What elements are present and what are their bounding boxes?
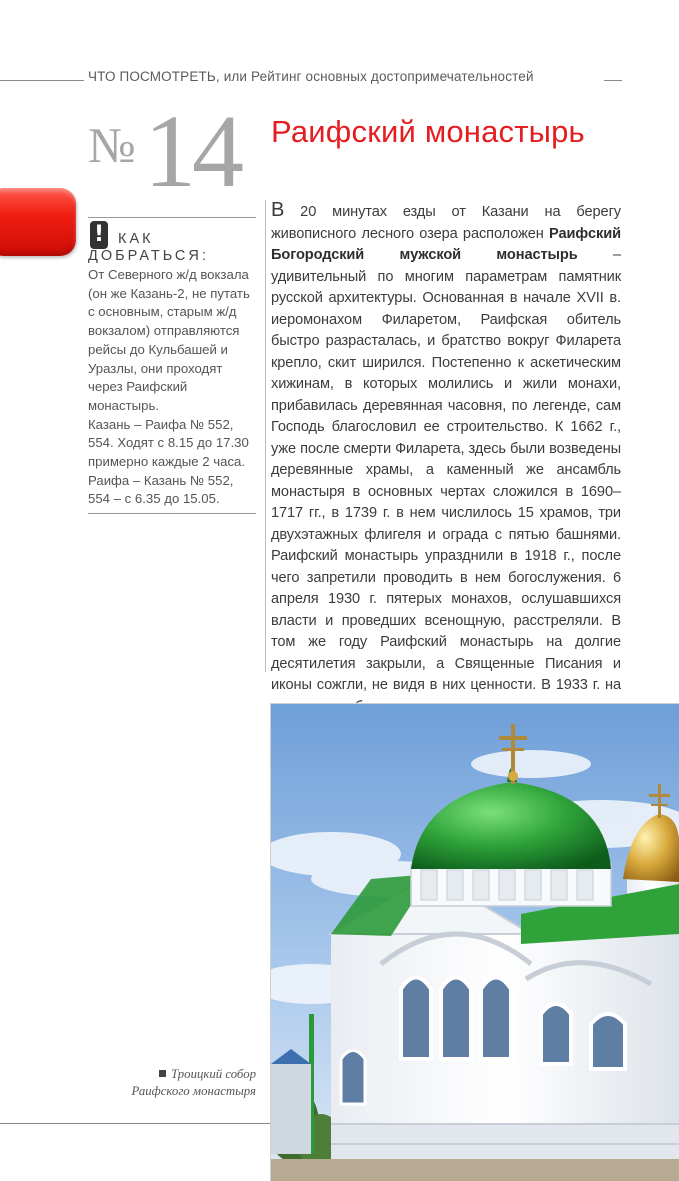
article-dropcap: В bbox=[271, 199, 285, 221]
article-highlight: Раифский Богородский мужской монастырь bbox=[271, 225, 621, 263]
caption-line1-text: Троицкий собор bbox=[170, 1067, 256, 1081]
howto-paragraph: От Северного ж/д вокзала (он же Казань-2, не путать с основным, старым ж/д вокзалом) отправляются рейсы до Кульбашей и Уразлы, они проходят через Раифский монастырь. bbox=[88, 267, 250, 413]
cathedral-photo bbox=[271, 704, 679, 1181]
article-intro: 20 минутах езды от Казани на берегу живописного лесного озера расположен bbox=[271, 204, 621, 242]
footer-rule bbox=[0, 1123, 271, 1124]
red-tab-marker bbox=[0, 188, 76, 256]
cathedral-illustration bbox=[271, 704, 679, 1181]
section-name: ЧТО ПОСМОТРЕТЬ bbox=[88, 69, 216, 84]
caption-line1 bbox=[88, 1066, 256, 1083]
column-rule bbox=[265, 200, 266, 672]
header-rule-right bbox=[604, 80, 622, 81]
caption-bullet-icon bbox=[159, 1070, 166, 1077]
page-title: Раифский монастырь bbox=[271, 114, 585, 149]
section-subtitle: , или Рейтинг основных достопримечательностей bbox=[215, 69, 534, 84]
howto-paragraph: Раифа – Казань № 552, 554 – с 6.35 до 15.05. bbox=[88, 472, 234, 507]
article-body bbox=[271, 200, 621, 718]
exclamation-icon: ! bbox=[90, 221, 108, 249]
rank-value: 14 bbox=[144, 94, 240, 209]
running-head bbox=[88, 69, 608, 84]
photo-caption bbox=[88, 1066, 256, 1100]
howto-heading-line1: КАК bbox=[118, 231, 154, 247]
howto-heading-line2: ДОБРАТЬСЯ: bbox=[88, 248, 209, 264]
howto-sidebar bbox=[88, 217, 256, 514]
rank-sign: № bbox=[88, 117, 136, 173]
caption-line2: Раифского монастыря bbox=[131, 1084, 256, 1098]
ground bbox=[271, 1159, 679, 1181]
side-building bbox=[271, 1049, 311, 1154]
howto-body bbox=[88, 266, 256, 509]
howto-heading bbox=[88, 218, 256, 264]
header-rule-left bbox=[0, 80, 84, 81]
article-text: – удивительный по многим параметрам памятник русской архитектуры. Основанная в начале XVII в. иеромонахом Филаретом, Раифская обитель быстро разрасталась, и братство вокруг Филарета крепло, скит ширился. Постепенно к аскетическим хижинам, в которых молились и жили монахи, прибавилась деревянная часовня, по легенде, сам Господь благословил ее строительство. К 1662 г., уже после смерти Филарета, здесь были возведены деревянные храмы, а каменный же ансамбль монастыря в основных чертах сложился в 1690–1717 гг., в 1739 г. в нем числилось 15 храмов, три двухэтажных флигеля и ограда с пятью башнями. Раифский монастырь упразднили в 1918 г., после чего запретили проводить в нем богослужения. 6 апреля 1930 г. пятерых монахов, ослушавшихся власти и проведших всенощную, расстреляли. В том же году Раифский монастырь на долгие десятилетия закрыли, а Священные Писания и иконы сожгли, не видя в них ценности. В 1933 г. на bbox=[271, 247, 621, 693]
howto-bottom-rule bbox=[88, 509, 256, 514]
howto-paragraph: Казань – Раифа № 552, 554. Ходят с 8.15 до 17.30 примерно каждые 2 часа. bbox=[88, 416, 249, 470]
